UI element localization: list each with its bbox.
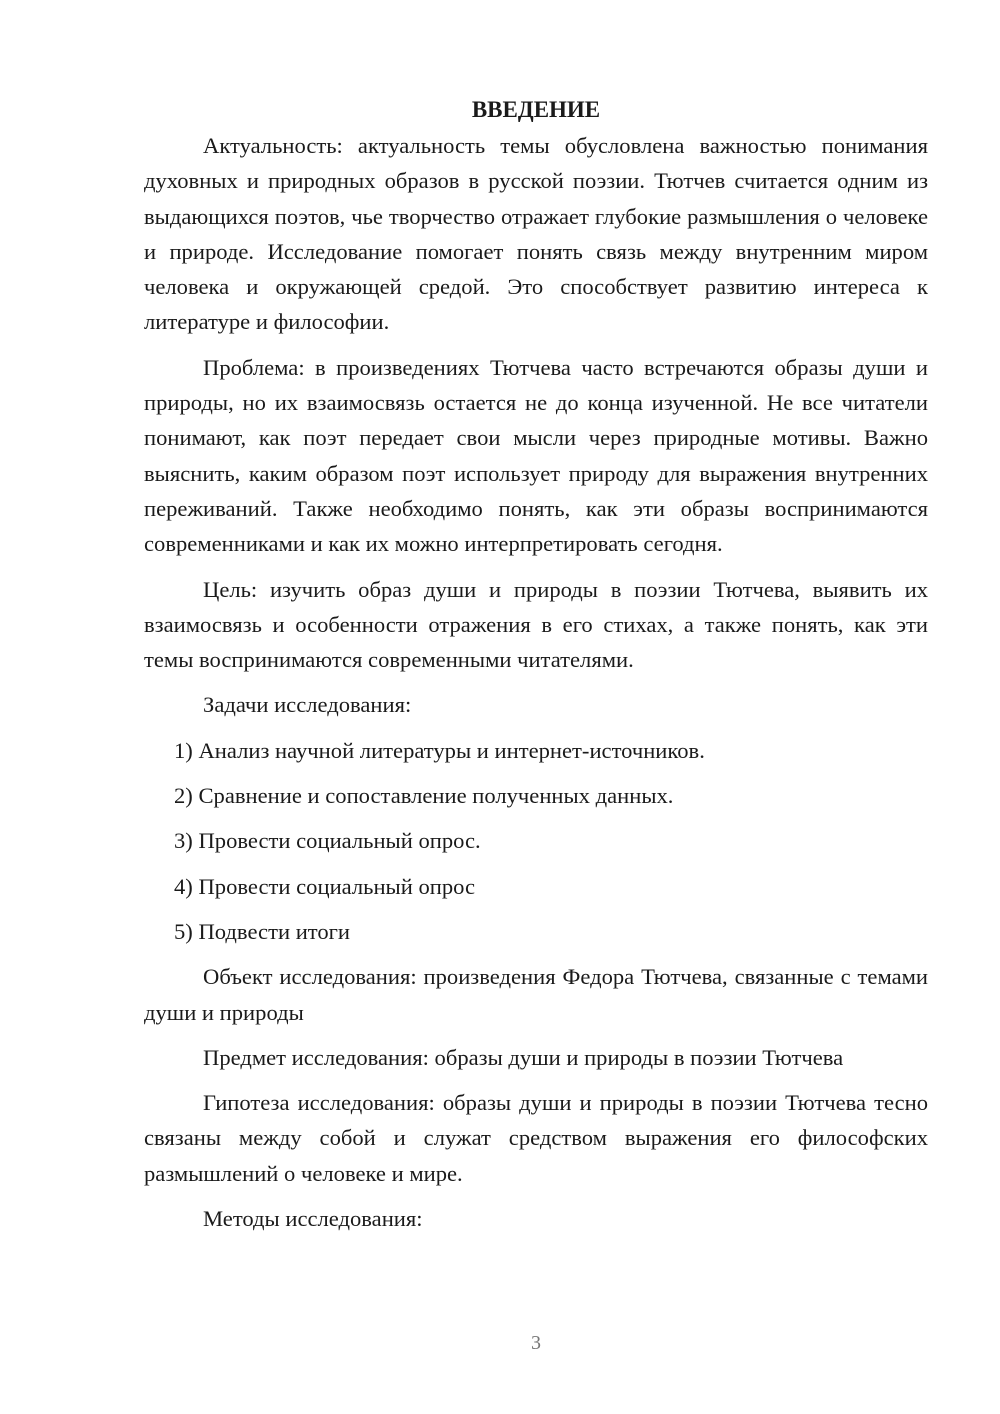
list-item: 5) Подвести итоги [174, 918, 351, 944]
list-item: 4) Провести социальный опрос [174, 873, 476, 899]
page-title: ВВЕДЕНИЕ [471, 97, 601, 122]
page-number: 3 [531, 1332, 541, 1354]
hypothesis-paragraph: Гипотеза исследования: образы души и природы в поэзии Тютчева тесно связаны между собой и служат средством выражения его философских размышлений о человеке и мире. [144, 1090, 928, 1186]
list-item: 1) Анализ научной литературы и интернет-источников. [174, 737, 705, 763]
relevance-paragraph: Актуальность: актуальность темы обусловлена важностью понимания духовных и природных образов в русской поэзии. Тютчев считается одним из выдающихся поэтов, чье творчество отражает глубокие размышления о человеке и природе. Исследование помогает понять связь между внутренним миром человека и окружающей средой. Это способствует развитию интереса к литературе и философии. [144, 133, 928, 335]
goal-paragraph: Цель: изучить образ души и природы в поэзии Тютчева, выявить их взаимосвязь и особенности отражения в его стихах, а также понять, как эти темы воспринимаются современными читателями. [144, 576, 928, 673]
tasks-heading: Задачи исследования: [203, 692, 412, 718]
problem-paragraph: Проблема: в произведениях Тютчева часто встречаются образы души и природы, но их взаимосвязь остается не до конца изученной. Не все читатели понимают, как поэт передает свои мысли через природные мотивы. Важно выяснить, каким образом поэт использует природу для выражения внутренних переживаний. Также необходимо понять, как эти образы воспринимаются современниками и как их можно интерпретировать сегодня. [144, 354, 928, 557]
subject-paragraph: Предмет исследования: образы души и природы в поэзии Тютчева [203, 1044, 844, 1070]
list-item: 3) Провести социальный опрос. [174, 828, 481, 854]
methods-heading: Методы исследования: [203, 1206, 423, 1232]
document-page [144, 92, 928, 1246]
list-item: 2) Сравнение и сопоставление полученных данных. [174, 783, 674, 809]
object-paragraph: Объект исследования: произведения Федора Тютчева, связанные с темами души и природы [144, 964, 928, 1025]
